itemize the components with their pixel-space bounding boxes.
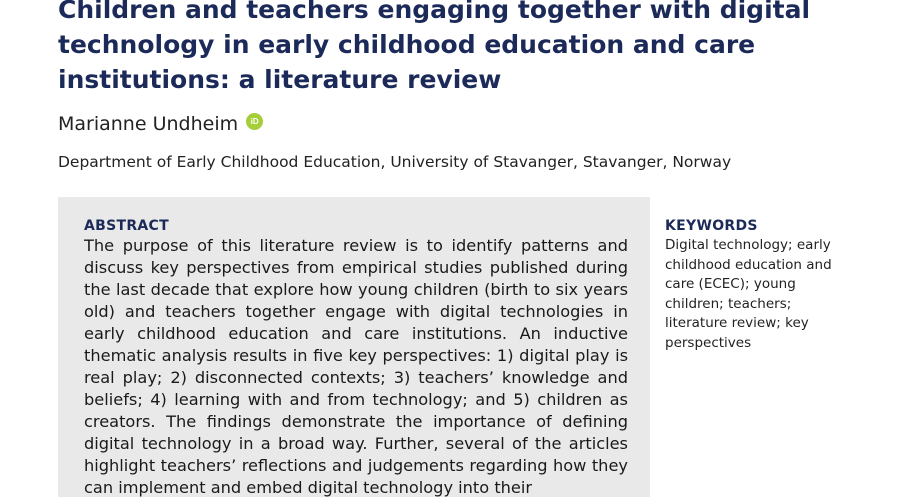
article-title: Children and teachers engaging together with digital technology in early childhood education and care institutions: a literature review [58,0,811,94]
abstract-text: The purpose of this literature review is to identify patterns and discuss key perspectives from empirical studies published during the last decade that explore how young children (birth to six years old) and teachers together engage with digital technologies in early childhood education and care institutions. An inductive thematic analysis results in five key perspectives: 1) digital play is real play; 2) disconnected contexts; 3) teachers’ knowledge and beliefs; 4) learning with and from technology; and 5) children as creators. The findings demonstrate the importance of defining digital technology in a broad way. Further, several of the articles highlight teachers’ reflections and judgements regarding how they can implement and embed digital technology into their [84,236,628,497]
author-name: Marianne Undheim [58,113,239,135]
keywords-list: Digital technology; early childhood education and care (ECEC); young children; teachers; literature review; key perspectives [665,237,832,351]
keywords-heading: KEYWORDS [665,218,758,234]
orcid-icon[interactable]: iD [246,113,263,130]
abstract-box [58,197,650,497]
author-line [58,111,263,137]
author-affiliation: Department of Early Childhood Education, University of Stavanger, Stavanger, Norway [58,153,732,171]
abstract-heading: ABSTRACT [84,218,169,234]
